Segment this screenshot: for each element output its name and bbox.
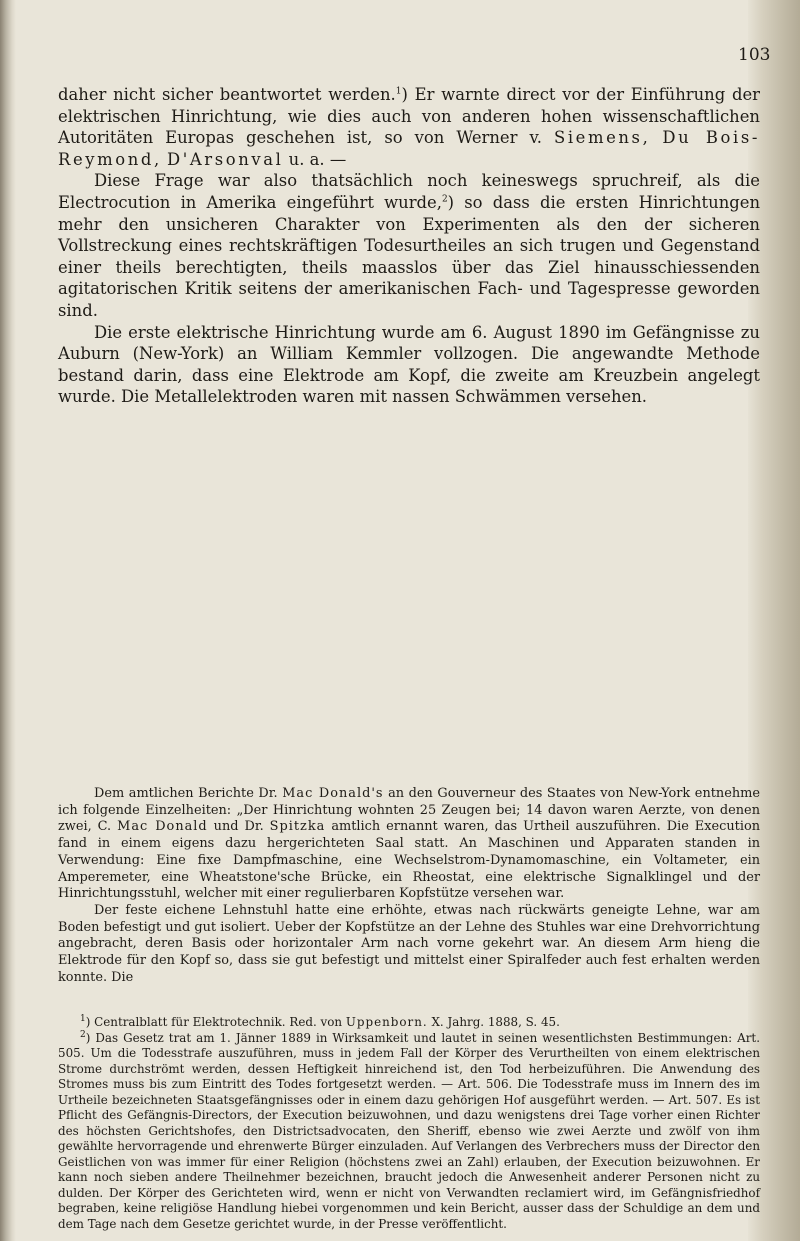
footnote-1-text-a: ) Centralblatt für Elektrotechnik. Red. von — [85, 1015, 346, 1029]
name-mac-donalds: Mac Donald's — [282, 786, 384, 801]
page-number: 103 — [738, 45, 771, 65]
name-mac-donald: Mac Donald — [117, 819, 208, 835]
s1-text-c: und Dr. — [207, 819, 270, 835]
footnote-2-mark: 2 — [80, 1029, 86, 1040]
p1-text-b: ) Er warnte direct vor der Einführung der elektrischen Hinrichtung, wie dies auch von anderen hohen wissenschaftlichen Autoritäten Europas geschehen ist, so von Werner v. — [58, 85, 760, 148]
footnote-2-text: ) Das Gesetz trat am 1. Jänner 1889 in Wirksamkeit und lautet in seinen wesentlichsten Bestimmungen: Art. 505. Um die Todesstrafe auszuführen, muss in jedem Fall der Körper des Verurtheilten von einem elektrischen Strome durchströmt werden, dessen Heftigkeit hinreichend ist, den Tod herbeizuführen. Die Anwendung des Stromes muss bis zum Eintritt des Todes fortgesetzt werden. — Art. 506. Die Todesstrafe muss im Innern des im Urtheile bezeichneten Staatsgefängnisses oder in einem dazu gehörigen Hof ausgeführt werden. — Art. 507. Es ist Pflicht des Gefängnis-Directors, der Execution beizuwohnen, und dazu wenigstens drei Tage vorher einen Richter des höchsten Gerichtshofes, den Districtsadvocaten, den Sheriff, ebenso wie zwei Aerzte und zwölf von ihm gewählte hervorragende und ehrenwerte Bürger einzuladen. Auf Verlangen des Verbrechers muss der Director den Geistlichen von was immer für einer Religion (höchstens zwei an Zahl) erlauben, der Execution beizuwohnen. Er kann noch sieben andere Theilnehmer bezeichnen, braucht jedoch die Anwesenheit anderer Personen nicht zu dulden. Der Körper des Gerichteten wird, wenn er nicht von Verwandten reclamiert wird, im Gefängnisfriedhof begraben, keine religiöse Handlung hiebei vorgenommen und kein Bericht, ausser dass der Schuldige an dem und dem Tage nach dem Gesetze gerichtet wurde, in der Presse veröffentlicht. — [58, 1030, 760, 1231]
paragraph-3: Die erste elektrische Hinrichtung wurde am 6. August 1890 im Gefängnisse zu Auburn (New-York) an William Kemmler vollzogen. Die angewandte Methode bestand darin, dass eine Elektrode am Kopf, die zweite am Kreuzbein angelegt wurde. Die Metallelektroden waren mit nassen Schwämmen versehen. — [58, 322, 760, 407]
small-paragraph-1 — [58, 786, 760, 903]
s1-text-a: Dem amtlichen Berichte Dr. — [94, 786, 283, 801]
paragraph-2 — [58, 170, 760, 321]
name-du-bois-reymond: Du Bois-Reymond, — [58, 128, 760, 169]
paragraph-1 — [58, 84, 760, 170]
s1-text-d: amtlich ernannt waren, das Urtheil auszuführen. Die Execution fand in einem eigens dazu hergerichteten Saal statt. An Maschinen und Apparaten standen in Verwendung: Eine fixe Dampfmaschine, eine Wechselstrom-Dynamomaschine, ein Voltameter, ein Amperemeter, eine Wheatstone'sche Brücke, ein Rheostat, eine elektrische Signalklingel und der Hinrichtungsstuhl, welcher mit einer regulierbaren Kopfstütze versehen war. — [58, 819, 761, 902]
footnote-ref-1: 1 — [395, 86, 402, 97]
p2-text-b: ) so dass die ersten Hinrichtungen mehr den unsicheren Charakter von Experimenten als den der sicheren Vollstreckung eines rechtskräftigen Todesurtheiles an sich trugen und Gegenstand einer theils berechtigten, theils maasslos über das Ziel hinausschiessenden agitatorischen Kritik seitens der amerikanischen Fach- und Tagespresse geworden sind. — [58, 192, 760, 320]
p2-text-a: Diese Frage war also thatsächlich noch keineswegs spruchreif, als die Electrocution in Amerika eingeführt wurde, — [58, 171, 760, 212]
footnotes — [58, 1015, 760, 1232]
p1-text-a: daher nicht sicher beantwortet werden. — [58, 85, 396, 104]
footnote-1-mark: 1 — [80, 1014, 86, 1025]
name-siemens: Siemens, — [553, 128, 651, 148]
footnote-2 — [58, 1031, 760, 1233]
s1-text-b: an den Gouverneur des Staates von New-York entnehme ich folgende Einzelheiten: „Der Hinrichtung wohnten 25 Zeugen bei; 14 davon waren Aerzte, von denen zwei, C. — [58, 786, 761, 835]
page-left-edge — [0, 0, 16, 1241]
footnote-ref-2: 2 — [441, 194, 448, 205]
footnote-1-text-b: X. Jahrg. 1888, S. 45. — [427, 1015, 560, 1029]
name-spitzka: Spitzka — [269, 819, 326, 835]
name-uppenborn: Uppenborn. — [345, 1015, 428, 1029]
small-paragraph-2: Der feste eichene Lehnstuhl hatte eine erhöhte, etwas nach rückwärts geneigte Lehne, war am Boden befestigt und gut isoliert. Ueber der Kopfstütze an der Lehne des Stuhles war eine Drehvorrichtung angebracht, deren Basis oder horizontaler Arm nach vorne gekehrt war. An diesem Arm hieng die Elektrode für den Kopf so, dass sie gut befestigt und mittelst einer Spiralfeder auch fest erhalten werden konnte. Die — [58, 902, 760, 985]
report-text — [58, 786, 760, 986]
p1-text-d: u. a. — — [283, 149, 347, 169]
main-text — [58, 84, 760, 408]
name-d-arsonval: D'Arsonval — [167, 149, 284, 169]
footnote-1 — [58, 1015, 760, 1031]
